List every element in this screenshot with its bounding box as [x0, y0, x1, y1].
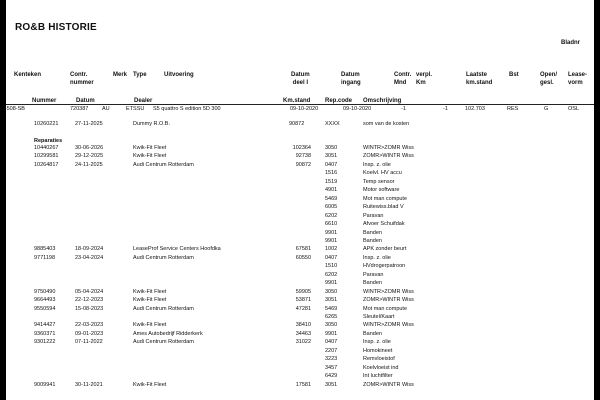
- row-dealer: Audi Centrum Rotterdam: [133, 254, 194, 261]
- header-type: Type: [133, 72, 147, 78]
- vehicle-uitvoering: S5 quattro S edition 5D 300: [153, 106, 221, 112]
- row-omschrijving: Insp. z. olie: [363, 339, 391, 346]
- header-open-gesl: Open/ gesl.: [540, 72, 558, 86]
- row-nummer: 10264817: [34, 161, 59, 168]
- row-omschrijving: Paravan: [363, 271, 384, 278]
- row-rep-code: 9901: [325, 280, 338, 287]
- row-rep-code: 0407: [325, 161, 338, 168]
- row-datum: 22-12-2023: [75, 297, 104, 304]
- summary-code: XXXX: [325, 121, 340, 127]
- header-uitvoering: Uitvoering: [164, 72, 194, 78]
- header-datum: Datum: [76, 98, 95, 104]
- row-km: 34463: [295, 330, 311, 337]
- vehicle-datum-ingang: 09-10-2020: [343, 106, 372, 112]
- row-rep-code: 0407: [325, 254, 338, 261]
- row-rep-code: 2207: [325, 347, 338, 354]
- header-verpl-km: verpl. Km: [416, 72, 433, 86]
- row-dealer: Ames Autobedrijf Ridderkerk: [133, 330, 203, 337]
- header-datum-ingang: Datum ingang: [341, 72, 361, 86]
- row-omschrijving: Banden: [363, 229, 382, 236]
- row-dealer: Kwik-Fit Fleet: [133, 381, 167, 388]
- row-omschrijving: Mot man compute: [363, 195, 408, 202]
- row-nummer: 9885403: [34, 246, 56, 253]
- row-rep-code: 3051: [325, 153, 338, 160]
- header-contr-mnd: Contr. Mnd: [394, 72, 412, 86]
- row-omschrijving: ZOMR>WINTR Wiss: [363, 297, 414, 304]
- row-dealer: Kwik-Fit Fleet: [133, 288, 167, 295]
- row-datum: 30-11-2021: [75, 381, 103, 388]
- row-nummer: 9771198: [34, 254, 56, 261]
- header-km-stand: Km.stand: [283, 98, 311, 104]
- row-datum: 29-12-2025: [75, 153, 104, 160]
- vehicle-type: ETSSU: [126, 106, 145, 112]
- row-nummer: 9414427: [34, 322, 56, 329]
- row-omschrijving: Koelvloeist ind: [363, 364, 399, 371]
- header-laatste-kmstand: Laatste km.stand: [466, 72, 493, 86]
- row-rep-code: 3223: [325, 356, 338, 363]
- row-omschrijving: HVdrogerpatroon: [363, 263, 406, 270]
- row-rep-code: 5469: [325, 305, 338, 312]
- row-omschrijving: ZOMR>WINTR Wiss: [363, 381, 414, 388]
- header-kenteken: Kenteken: [14, 72, 42, 78]
- row-km: 102364: [292, 145, 311, 151]
- row-dealer: Kwik-Fit Fleet: [133, 297, 167, 304]
- row-omschrijving: Paravan: [363, 212, 384, 219]
- row-omschrijving: Mot man compute: [363, 305, 408, 312]
- row-nummer: 10299581: [34, 153, 59, 160]
- row-omschrijving: WINTR>ZOMR Wiss: [363, 322, 414, 329]
- row-omschrijving: Int luchtfilter: [363, 373, 393, 380]
- page-title: RO&B HISTORIE: [15, 22, 97, 33]
- row-datum: 09-01-2023: [75, 330, 104, 337]
- summary-datum: 27-11-2025: [75, 121, 103, 127]
- row-rep-code: 3457: [325, 364, 338, 371]
- header-omschrijving: Omschrijving: [363, 98, 402, 104]
- row-rep-code: 6265: [325, 314, 338, 320]
- row-nummer: 9550594: [34, 305, 56, 312]
- row-datum: 30-06-2026: [75, 145, 104, 151]
- vehicle-bst: RES: [507, 106, 519, 112]
- row-omschrijving: Remvloeistof: [363, 356, 395, 363]
- header-bst: Bst: [509, 72, 519, 78]
- row-nummer: 9360371: [34, 330, 56, 337]
- row-omschrijving: Insp. z. olie: [363, 161, 391, 168]
- row-rep-code: 3051: [325, 381, 338, 388]
- row-km: 92738: [295, 153, 311, 160]
- header-contr-nummer: Contr. nummer: [70, 72, 94, 86]
- row-km: 17581: [295, 381, 311, 388]
- vehicle-contr-mnd: -1: [401, 106, 406, 112]
- row-datum: 07-11-2022: [75, 339, 103, 346]
- row-omschrijving: WINTR>ZOMR Wiss: [363, 145, 414, 151]
- row-nummer: 9009941: [34, 381, 56, 388]
- row-km: 38410: [295, 322, 311, 329]
- row-rep-code: 0407: [325, 339, 338, 346]
- row-omschrijving: Banden: [363, 280, 382, 287]
- row-datum: 18-09-2024: [75, 246, 104, 253]
- row-rep-code: 6202: [325, 212, 338, 219]
- row-omschrijving: WINTR>ZOMR Wiss: [363, 288, 414, 295]
- row-dealer: Kwik-Fit Fleet: [133, 322, 167, 329]
- header-rep-code: Rep.code: [325, 98, 353, 104]
- row-omschrijving: Temp sensor: [363, 178, 395, 185]
- row-rep-code: 6005: [325, 204, 338, 211]
- row-dealer: LeaseProf Service Centers Hoofdka: [133, 246, 221, 253]
- row-km: 31022: [295, 339, 311, 346]
- row-rep-code: 6202: [325, 271, 338, 278]
- row-rep-code: 9901: [325, 229, 338, 236]
- row-km: 59905: [295, 288, 311, 295]
- row-omschrijving: Homokineet: [363, 347, 393, 354]
- row-datum: 24-11-2025: [75, 161, 103, 168]
- vehicle-lease-vorm: OSL: [568, 106, 580, 112]
- document-page: [2, 0, 594, 400]
- row-rep-code: 3050: [325, 322, 338, 329]
- row-km: 60550: [295, 254, 311, 261]
- row-rep-code: 3050: [325, 145, 338, 151]
- row-km: 90872: [295, 161, 311, 168]
- header-lease-vorm: Lease- vorm: [568, 72, 588, 86]
- vehicle-laatste-kmstand: 102.703: [465, 106, 485, 112]
- row-nummer: 9664493: [34, 297, 56, 304]
- summary-oms: som van de kosten: [363, 121, 410, 127]
- row-omschrijving: Motor software: [363, 187, 400, 194]
- row-rep-code: 3050: [325, 288, 338, 295]
- row-omschrijving: Banden: [363, 237, 382, 244]
- row-rep-code: 1002: [325, 246, 338, 253]
- summary-km: 90872: [289, 121, 305, 127]
- row-nummer: 9750490: [34, 288, 56, 295]
- row-omschrijving: Ruitewiss.blad V: [363, 204, 404, 211]
- page-number-label: Bladnr: [560, 40, 580, 46]
- summary-nummer: 10260221: [34, 121, 59, 127]
- row-dealer: Kwik-Fit Fleet: [133, 153, 167, 160]
- row-rep-code: 5469: [325, 195, 338, 202]
- vehicle-verpl-km: -1: [443, 106, 448, 112]
- row-dealer: Kwik-Fit Fleet: [133, 145, 167, 151]
- vehicle-kenteken: J-508-SB: [2, 106, 25, 112]
- row-km: 47281: [295, 305, 311, 312]
- row-datum: 05-04-2024: [75, 288, 104, 295]
- header-nummer: Nummer: [32, 98, 57, 104]
- row-rep-code: 1519: [325, 178, 338, 185]
- row-rep-code: 6610: [325, 221, 338, 228]
- row-rep-code: 1516: [325, 170, 338, 177]
- row-nummer: 9301222: [34, 339, 56, 346]
- row-rep-code: 1510: [325, 263, 338, 270]
- row-rep-code: 3051: [325, 297, 338, 304]
- row-dealer: Audi Centrum Rotterdam: [133, 305, 194, 312]
- header-datum-deel-i: Datum deel I: [291, 72, 310, 86]
- row-datum: 22-03-2023: [75, 322, 104, 329]
- row-datum: 15-08-2023: [75, 305, 104, 312]
- row-omschrijving: APK zonder beurt: [363, 246, 407, 253]
- row-omschrijving: ZOMR>WINTR Wiss: [363, 153, 414, 160]
- row-omschrijving: Insp. z. olie: [363, 254, 391, 261]
- vehicle-merk: AU: [102, 106, 110, 112]
- row-km: 67581: [295, 246, 311, 253]
- section-reparaties: Reparaties: [34, 138, 63, 144]
- row-rep-code: 6429: [325, 373, 338, 380]
- header-divider: [6, 104, 594, 105]
- row-rep-code: 9901: [325, 237, 338, 244]
- vehicle-open-gesl: G: [544, 106, 549, 112]
- row-rep-code: 4901: [325, 187, 338, 194]
- header-dealer: Dealer: [134, 98, 153, 104]
- row-datum: 23-04-2024: [75, 254, 104, 261]
- row-dealer: Audi Centrum Rotterdam: [133, 161, 194, 168]
- row-km: 53871: [295, 297, 311, 304]
- row-omschrijving: Afvoer Schuifdak: [363, 221, 405, 228]
- row-omschrijving: Koelvl. HV accu: [363, 170, 402, 177]
- vehicle-datum-deel-i: 09-10-2020: [290, 106, 319, 112]
- header-merk: Merk: [113, 72, 128, 78]
- row-dealer: Audi Centrum Rotterdam: [133, 339, 194, 346]
- row-omschrijving: Banden: [363, 330, 382, 337]
- row-nummer: 10440267: [34, 145, 59, 151]
- summary-dealer: Dummy R.O.B.: [133, 121, 170, 127]
- vehicle-contr-nummer: 720387: [70, 106, 89, 112]
- row-rep-code: 9901: [325, 330, 338, 337]
- row-omschrijving: Sleutel/Kaart: [363, 314, 395, 320]
